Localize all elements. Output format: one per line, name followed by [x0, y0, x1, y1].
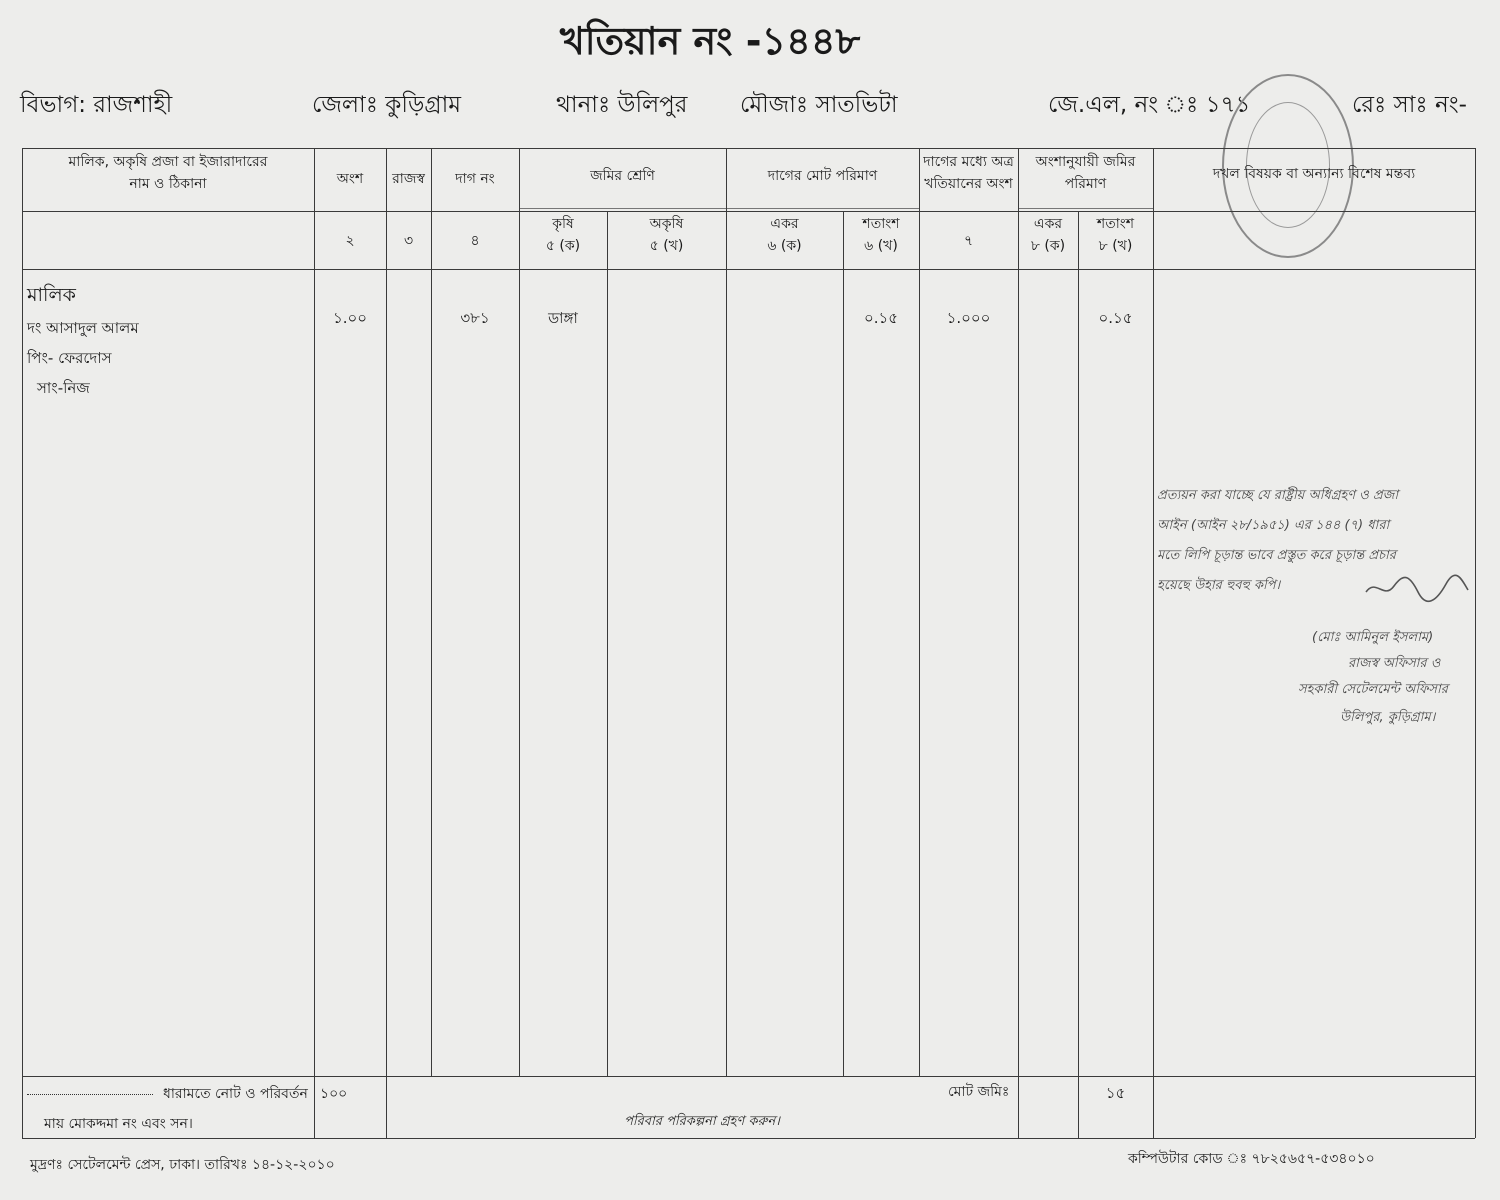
certification-line3: মতে লিপি চূড়ান্ত ভাবে প্রস্তুত করে চূড়ান্ত প্রচার	[1157, 548, 1396, 563]
subheader-col-6kh-label: শতাংশ	[862, 216, 900, 232]
header-owner	[22, 151, 314, 195]
table-top-border	[22, 148, 1475, 149]
body-bottom-border	[22, 1076, 1475, 1077]
computer-code: কম্পিউটার কোড ঃ ৭৮২৫৬৫৭-৫৩৪০১০	[1128, 1151, 1375, 1167]
header-total-area: দাগের মোট পরিমাণ	[767, 168, 878, 184]
subheader-col-4: ৪	[470, 233, 480, 249]
jl-number-label: জে.এল, নং ঃ ১৭১	[1048, 92, 1251, 118]
case-text: মায় মোকদ্দমা নং এবং সন।	[44, 1116, 193, 1132]
officer-place: উলিপুর, কুড়িগ্রাম।	[1340, 710, 1436, 725]
total-land-value: ১৫	[1105, 1084, 1126, 1102]
subheader-col-6k-label: একর	[770, 216, 799, 232]
row-share-decimal: ০.১৫	[1098, 309, 1133, 327]
subheader-col-2: ২	[345, 233, 355, 249]
document-title: খতিয়ান নং -১৪৪৮	[559, 19, 861, 63]
subheader-col-7: ৭	[963, 233, 974, 249]
printer-info: মুদ্রণঃ সেটেলমেন্ট প্রেস, ঢাকা। তারিখঃ ১৪-১২-২০১০	[30, 1157, 335, 1173]
header-dag-share-line1: দাগের মধ্যে অত্র	[923, 154, 1014, 170]
col-border-revenue	[431, 148, 432, 1076]
officer-title-1: রাজস্ব অফিসার ও	[1348, 656, 1441, 671]
col-border-left	[22, 148, 23, 1138]
dhara-dotted-line	[27, 1094, 153, 1095]
share-land-header-divider	[1018, 208, 1153, 209]
col-border-dag-share	[1018, 148, 1019, 1138]
header-share: অংশ	[336, 171, 364, 187]
header-owner-line2: নাম ও ঠিকানা	[129, 176, 207, 192]
subheader-col-5kh-label: অকৃষি	[649, 216, 684, 232]
signature-scribble	[1362, 570, 1472, 610]
col-border-share-acre	[1078, 211, 1079, 1138]
col-border-land-class	[726, 148, 727, 1076]
subheader-col-6k-number: ৬ (ক)	[767, 238, 802, 254]
col-border-owner	[314, 148, 315, 1138]
col-border-right	[1475, 148, 1476, 1138]
officer-title-2: সহকারী সেটেলমেন্ট অফিসার	[1298, 682, 1448, 697]
header-land-class: জমির শ্রেণি	[590, 168, 655, 184]
header-owner-line1: মালিক, অকৃষি প্রজা বা ইজারাদারের	[68, 154, 268, 170]
row-decimal: ০.১৫	[864, 309, 898, 327]
owner-name: দং আসাদুল আলম	[27, 319, 139, 337]
subheader-col-8k	[1018, 213, 1078, 257]
officer-signature	[1362, 570, 1472, 617]
subheader-col-5k-number: ৫ (ক)	[545, 238, 581, 254]
total-land-label: মোট জমিঃ	[948, 1084, 1010, 1100]
header-remarks: দখল বিষয়ক বা অন্যান্য বিশেষ মন্তব্য	[1212, 166, 1416, 182]
owner-father: পিং- ফেরদোস	[27, 349, 112, 367]
subheader-col-5kh	[607, 213, 726, 257]
row-dag-no: ৩৮১	[460, 309, 490, 327]
subheader-col-5k-label: কৃষি	[552, 216, 574, 232]
subheader-col-5k	[519, 213, 607, 257]
registry-number-label: রেঃ সাঃ নং-	[1352, 92, 1467, 118]
col-border-share-land	[1153, 148, 1154, 1138]
subheader-col-8kh-label: শতাংশ	[1096, 216, 1135, 232]
share-total: ১০০	[320, 1086, 348, 1102]
col-border-acre	[843, 211, 844, 1076]
table-bottom-border	[22, 1138, 1475, 1139]
subheader-col-6kh	[843, 213, 919, 257]
header-dag-share	[919, 151, 1018, 195]
subheader-col-3: ৩	[403, 233, 414, 249]
district-label: জেলাঃ কুড়িগ্রাম	[312, 92, 462, 118]
certification-line4: হয়েছে উহার হুবহু কপি।	[1157, 578, 1281, 593]
land-class-header-divider	[519, 208, 726, 209]
certification-line2: আইন (আইন ২৮/১৯৫১) এর ১৪৪ (৭) ধারা	[1157, 518, 1390, 533]
dhara-text: ধারামতে নোট ও পরিবর্তন	[163, 1086, 308, 1102]
col-border-total-area	[919, 148, 920, 1076]
subheader-col-8k-number: ৮ (ক)	[1030, 238, 1066, 254]
subheader-col-6kh-number: ৬ (খ)	[864, 238, 898, 254]
total-area-header-divider	[726, 208, 919, 209]
row-share: ১.০০	[332, 309, 367, 327]
family-planning-slogan: পরিবার পরিকল্পনা গ্রহণ করুন।	[624, 1114, 780, 1129]
officer-name: (মোঃ আমিনুল ইসলাম)	[1312, 630, 1434, 645]
header-share-land-line1: অংশানুযায়ী জমির	[1035, 154, 1136, 170]
header-dag-share-line2: খতিয়ানের অংশ	[924, 176, 1013, 192]
header-share-land-line2: পরিমাণ	[1064, 176, 1107, 192]
header-row-border	[22, 211, 1475, 212]
thana-label: থানাঃ উলিপুর	[556, 92, 688, 118]
subheader-col-8kh-number: ৮ (খ)	[1098, 238, 1133, 254]
row-dag-share: ১.০০০	[946, 309, 991, 327]
subheader-row-border	[22, 269, 1475, 270]
subheader-col-5kh-number: ৫ (খ)	[649, 238, 684, 254]
certification-line1: প্রত্যয়ন করা যাচ্ছে যে রাষ্ট্রীয় অধিগ্রহণ ও প্রজা	[1157, 488, 1399, 503]
col-border-dag	[519, 148, 520, 1076]
header-revenue: রাজস্ব	[392, 171, 425, 187]
header-dag-no: দাগ নং	[455, 171, 495, 187]
owner-heading: মালিক	[27, 284, 76, 306]
header-share-land	[1018, 151, 1153, 195]
row-land-class: ডাঙ্গা	[548, 309, 578, 327]
col-border-krishi	[607, 211, 608, 1076]
subheader-col-8k-label: একর	[1033, 216, 1063, 232]
owner-address: সাং-নিজ	[37, 379, 90, 397]
division-label: বিভাগ: রাজশাহী	[20, 92, 173, 118]
mouza-label: মৌজাঃ সাতভিটা	[740, 92, 898, 118]
col-border-share	[386, 148, 387, 1138]
subheader-col-6k	[726, 213, 843, 257]
subheader-col-8kh	[1078, 213, 1153, 257]
